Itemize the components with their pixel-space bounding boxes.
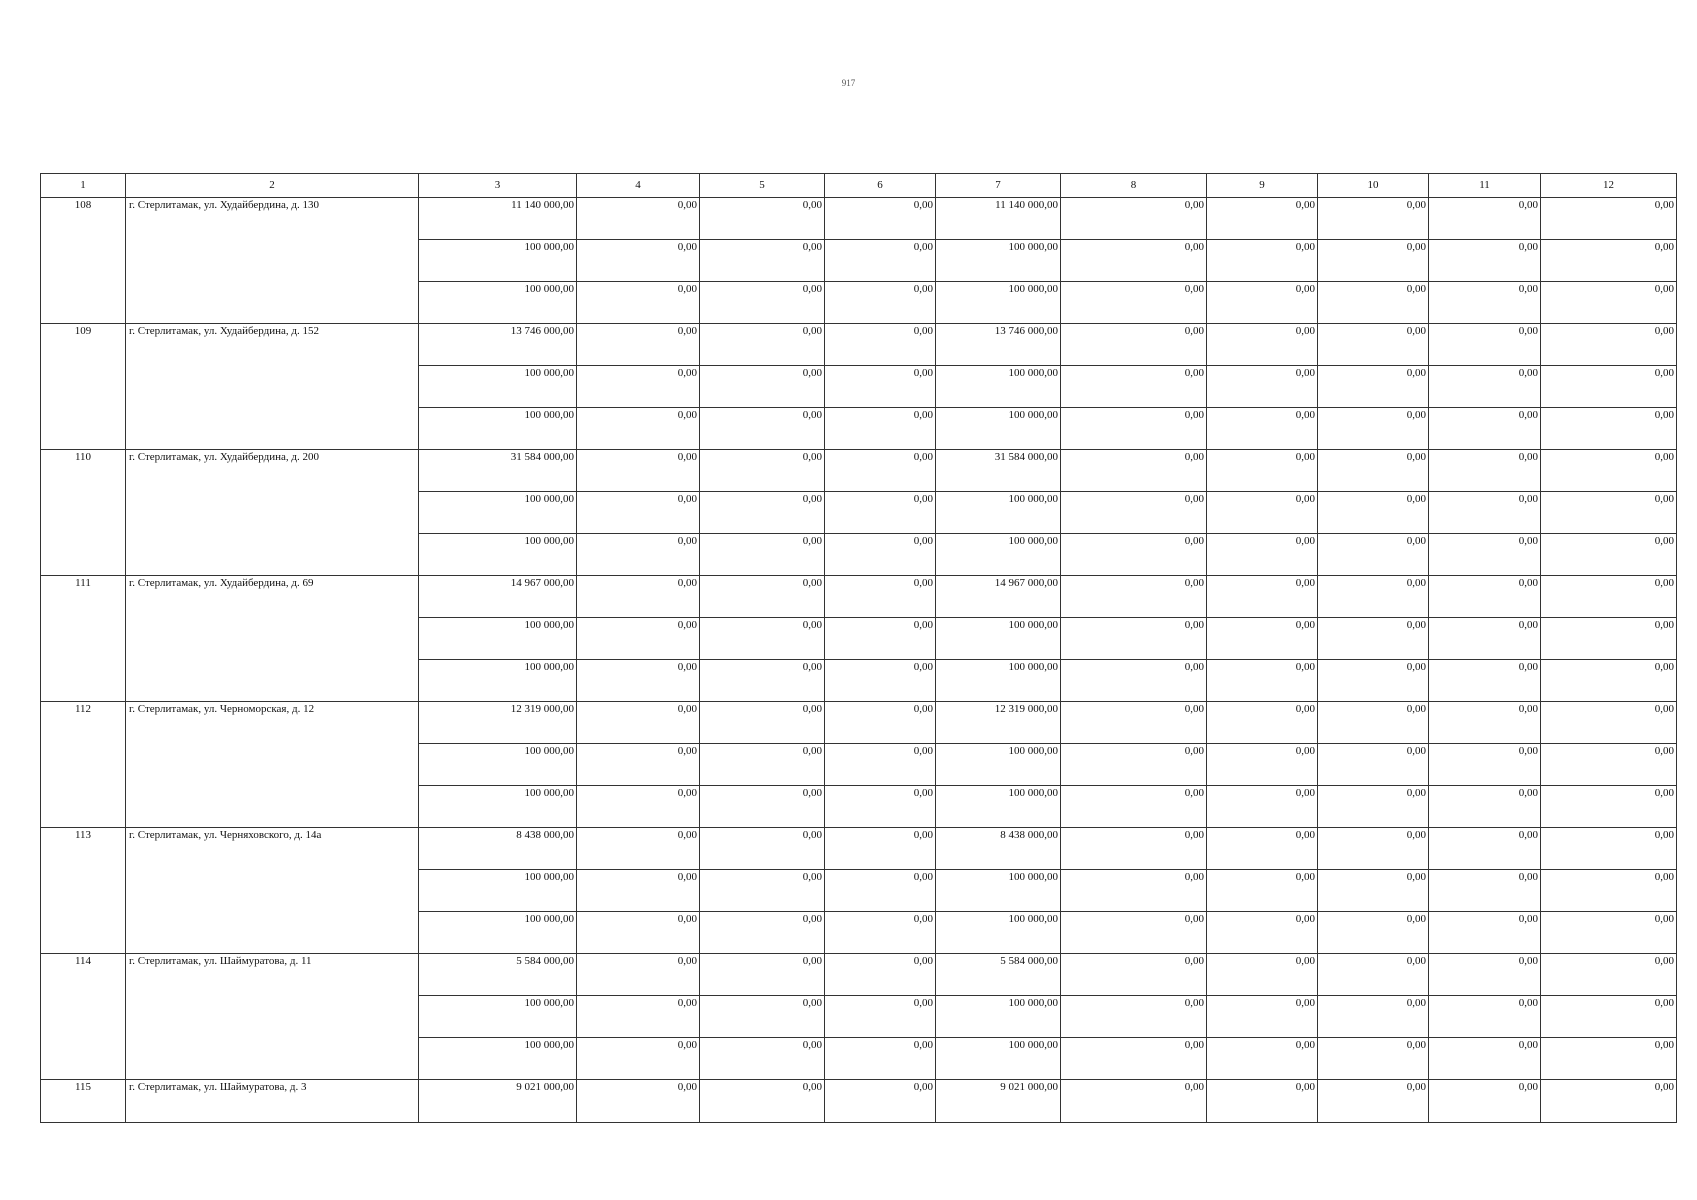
value-cell-col-4: 0,00	[577, 660, 700, 702]
value-cell-col-5: 0,00	[700, 576, 825, 618]
value-cell-col-5: 0,00	[700, 240, 825, 282]
value-cell-col-8: 0,00	[1061, 744, 1207, 786]
value-cell-col-3: 100 000,00	[419, 366, 577, 408]
value-cell-col-12: 0,00	[1541, 576, 1677, 618]
value-cell-col-12: 0,00	[1541, 534, 1677, 576]
value-cell-col-7: 100 000,00	[936, 240, 1061, 282]
value-cell-col-12: 0,00	[1541, 702, 1677, 744]
value-cell-col-10: 0,00	[1318, 996, 1429, 1038]
value-cell-col-8: 0,00	[1061, 702, 1207, 744]
value-cell-col-4: 0,00	[577, 954, 700, 996]
column-header-3: 3	[419, 174, 577, 198]
value-cell-col-7: 8 438 000,00	[936, 828, 1061, 870]
value-cell-col-10: 0,00	[1318, 828, 1429, 870]
value-cell-col-11: 0,00	[1429, 618, 1541, 660]
value-cell-col-3: 100 000,00	[419, 786, 577, 828]
value-cell-col-10: 0,00	[1318, 1038, 1429, 1080]
value-cell-col-12: 0,00	[1541, 744, 1677, 786]
value-cell-col-7: 14 967 000,00	[936, 576, 1061, 618]
value-cell-col-9: 0,00	[1207, 996, 1318, 1038]
value-cell-col-12: 0,00	[1541, 996, 1677, 1038]
value-cell-col-6: 0,00	[825, 912, 936, 954]
value-cell-col-10: 0,00	[1318, 870, 1429, 912]
table-row	[41, 450, 1677, 492]
value-cell-col-3: 100 000,00	[419, 240, 577, 282]
value-cell-col-3: 13 746 000,00	[419, 324, 577, 366]
row-number: 112	[41, 702, 126, 828]
value-cell-col-8: 0,00	[1061, 198, 1207, 240]
row-number: 109	[41, 324, 126, 450]
value-cell-col-12: 0,00	[1541, 366, 1677, 408]
value-cell-col-6: 0,00	[825, 450, 936, 492]
value-cell-col-6: 0,00	[825, 240, 936, 282]
value-cell-col-9: 0,00	[1207, 576, 1318, 618]
table-row	[41, 828, 1677, 870]
value-cell-col-9: 0,00	[1207, 408, 1318, 450]
value-cell-col-5: 0,00	[700, 786, 825, 828]
value-cell-col-11: 0,00	[1429, 702, 1541, 744]
row-number: 113	[41, 828, 126, 954]
column-header-4: 4	[577, 174, 700, 198]
value-cell-col-3: 14 967 000,00	[419, 576, 577, 618]
value-cell-col-5: 0,00	[700, 450, 825, 492]
value-cell-col-3: 100 000,00	[419, 660, 577, 702]
value-cell-col-9: 0,00	[1207, 324, 1318, 366]
value-cell-col-12: 0,00	[1541, 450, 1677, 492]
value-cell-col-7: 100 000,00	[936, 492, 1061, 534]
value-cell-col-3: 100 000,00	[419, 912, 577, 954]
value-cell-col-8: 0,00	[1061, 828, 1207, 870]
value-cell-col-4: 0,00	[577, 786, 700, 828]
value-cell-col-11: 0,00	[1429, 324, 1541, 366]
value-cell-col-5: 0,00	[700, 534, 825, 576]
value-cell-col-11: 0,00	[1429, 534, 1541, 576]
value-cell-col-12: 0,00	[1541, 240, 1677, 282]
value-cell-col-6: 0,00	[825, 870, 936, 912]
column-header-9: 9	[1207, 174, 1318, 198]
value-cell-col-6: 0,00	[825, 408, 936, 450]
value-cell-col-11: 0,00	[1429, 240, 1541, 282]
value-cell-col-7: 100 000,00	[936, 282, 1061, 324]
row-number: 115	[41, 1080, 126, 1123]
value-cell-col-8: 0,00	[1061, 996, 1207, 1038]
value-cell-col-3: 100 000,00	[419, 534, 577, 576]
value-cell-col-11: 0,00	[1429, 198, 1541, 240]
value-cell-col-12: 0,00	[1541, 282, 1677, 324]
value-cell-col-7: 100 000,00	[936, 996, 1061, 1038]
value-cell-col-5: 0,00	[700, 408, 825, 450]
value-cell-col-5: 0,00	[700, 282, 825, 324]
table-row	[41, 324, 1677, 366]
value-cell-col-4: 0,00	[577, 324, 700, 366]
value-cell-col-7: 100 000,00	[936, 534, 1061, 576]
value-cell-col-9: 0,00	[1207, 618, 1318, 660]
value-cell-col-9: 0,00	[1207, 744, 1318, 786]
value-cell-col-3: 100 000,00	[419, 408, 577, 450]
value-cell-col-6: 0,00	[825, 576, 936, 618]
value-cell-col-6: 0,00	[825, 660, 936, 702]
value-cell-col-9: 0,00	[1207, 702, 1318, 744]
value-cell-col-11: 0,00	[1429, 828, 1541, 870]
value-cell-col-6: 0,00	[825, 282, 936, 324]
value-cell-col-4: 0,00	[577, 1038, 700, 1080]
table-row	[41, 576, 1677, 618]
value-cell-col-8: 0,00	[1061, 576, 1207, 618]
value-cell-col-4: 0,00	[577, 1080, 700, 1123]
value-cell-col-12: 0,00	[1541, 912, 1677, 954]
page-number: 917	[841, 78, 856, 88]
value-cell-col-6: 0,00	[825, 198, 936, 240]
value-cell-col-4: 0,00	[577, 702, 700, 744]
column-header-10: 10	[1318, 174, 1429, 198]
value-cell-col-5: 0,00	[700, 912, 825, 954]
value-cell-col-6: 0,00	[825, 828, 936, 870]
column-header-11: 11	[1429, 174, 1541, 198]
address-cell: г. Стерлитамак, ул. Худайбердина, д. 152	[126, 324, 419, 450]
value-cell-col-7: 100 000,00	[936, 912, 1061, 954]
value-cell-col-6: 0,00	[825, 786, 936, 828]
value-cell-col-10: 0,00	[1318, 366, 1429, 408]
value-cell-col-11: 0,00	[1429, 1080, 1541, 1123]
value-cell-col-7: 100 000,00	[936, 366, 1061, 408]
value-cell-col-9: 0,00	[1207, 870, 1318, 912]
value-cell-col-9: 0,00	[1207, 1038, 1318, 1080]
value-cell-col-9: 0,00	[1207, 198, 1318, 240]
value-cell-col-7: 100 000,00	[936, 618, 1061, 660]
value-cell-col-10: 0,00	[1318, 450, 1429, 492]
table-row	[41, 198, 1677, 240]
address-cell: г. Стерлитамак, ул. Худайбердина, д. 69	[126, 576, 419, 702]
column-header-5: 5	[700, 174, 825, 198]
table-row	[41, 702, 1677, 744]
register-table	[40, 173, 1677, 1123]
table-row	[41, 1080, 1677, 1123]
value-cell-col-10: 0,00	[1318, 702, 1429, 744]
value-cell-col-8: 0,00	[1061, 1038, 1207, 1080]
value-cell-col-9: 0,00	[1207, 366, 1318, 408]
address-cell: г. Стерлитамак, ул. Черняховского, д. 14а	[126, 828, 419, 954]
value-cell-col-6: 0,00	[825, 744, 936, 786]
value-cell-col-4: 0,00	[577, 870, 700, 912]
value-cell-col-9: 0,00	[1207, 660, 1318, 702]
value-cell-col-12: 0,00	[1541, 1038, 1677, 1080]
value-cell-col-8: 0,00	[1061, 492, 1207, 534]
value-cell-col-7: 31 584 000,00	[936, 450, 1061, 492]
value-cell-col-5: 0,00	[700, 492, 825, 534]
value-cell-col-9: 0,00	[1207, 786, 1318, 828]
value-cell-col-10: 0,00	[1318, 324, 1429, 366]
value-cell-col-10: 0,00	[1318, 1080, 1429, 1123]
address-cell: г. Стерлитамак, ул. Черноморская, д. 12	[126, 702, 419, 828]
value-cell-col-6: 0,00	[825, 702, 936, 744]
value-cell-col-5: 0,00	[700, 660, 825, 702]
value-cell-col-6: 0,00	[825, 366, 936, 408]
value-cell-col-7: 100 000,00	[936, 1038, 1061, 1080]
value-cell-col-5: 0,00	[700, 702, 825, 744]
value-cell-col-8: 0,00	[1061, 324, 1207, 366]
column-header-6: 6	[825, 174, 936, 198]
value-cell-col-5: 0,00	[700, 996, 825, 1038]
value-cell-col-4: 0,00	[577, 534, 700, 576]
value-cell-col-9: 0,00	[1207, 828, 1318, 870]
value-cell-col-7: 5 584 000,00	[936, 954, 1061, 996]
column-header-8: 8	[1061, 174, 1207, 198]
value-cell-col-6: 0,00	[825, 954, 936, 996]
row-number: 111	[41, 576, 126, 702]
value-cell-col-12: 0,00	[1541, 1080, 1677, 1123]
address-cell: г. Стерлитамак, ул. Шаймуратова, д. 3	[126, 1080, 419, 1123]
value-cell-col-3: 100 000,00	[419, 492, 577, 534]
table-header	[41, 174, 1677, 198]
value-cell-col-8: 0,00	[1061, 786, 1207, 828]
value-cell-col-3: 9 021 000,00	[419, 1080, 577, 1123]
value-cell-col-8: 0,00	[1061, 1080, 1207, 1123]
value-cell-col-11: 0,00	[1429, 1038, 1541, 1080]
value-cell-col-7: 9 021 000,00	[936, 1080, 1061, 1123]
table-body	[41, 198, 1677, 1123]
value-cell-col-12: 0,00	[1541, 618, 1677, 660]
column-header-2: 2	[126, 174, 419, 198]
value-cell-col-11: 0,00	[1429, 576, 1541, 618]
value-cell-col-10: 0,00	[1318, 618, 1429, 660]
value-cell-col-4: 0,00	[577, 366, 700, 408]
row-number: 114	[41, 954, 126, 1080]
value-cell-col-8: 0,00	[1061, 450, 1207, 492]
value-cell-col-11: 0,00	[1429, 870, 1541, 912]
value-cell-col-5: 0,00	[700, 744, 825, 786]
value-cell-col-8: 0,00	[1061, 534, 1207, 576]
value-cell-col-4: 0,00	[577, 492, 700, 534]
value-cell-col-10: 0,00	[1318, 198, 1429, 240]
value-cell-col-11: 0,00	[1429, 912, 1541, 954]
value-cell-col-7: 100 000,00	[936, 870, 1061, 912]
value-cell-col-5: 0,00	[700, 618, 825, 660]
value-cell-col-6: 0,00	[825, 996, 936, 1038]
value-cell-col-7: 100 000,00	[936, 786, 1061, 828]
value-cell-col-4: 0,00	[577, 408, 700, 450]
value-cell-col-11: 0,00	[1429, 492, 1541, 534]
value-cell-col-5: 0,00	[700, 1038, 825, 1080]
value-cell-col-10: 0,00	[1318, 408, 1429, 450]
value-cell-col-4: 0,00	[577, 198, 700, 240]
value-cell-col-6: 0,00	[825, 618, 936, 660]
value-cell-col-3: 100 000,00	[419, 282, 577, 324]
value-cell-col-5: 0,00	[700, 198, 825, 240]
value-cell-col-7: 13 746 000,00	[936, 324, 1061, 366]
value-cell-col-10: 0,00	[1318, 912, 1429, 954]
value-cell-col-5: 0,00	[700, 1080, 825, 1123]
value-cell-col-6: 0,00	[825, 1080, 936, 1123]
value-cell-col-8: 0,00	[1061, 954, 1207, 996]
value-cell-col-9: 0,00	[1207, 954, 1318, 996]
value-cell-col-9: 0,00	[1207, 450, 1318, 492]
value-cell-col-10: 0,00	[1318, 492, 1429, 534]
value-cell-col-7: 12 319 000,00	[936, 702, 1061, 744]
value-cell-col-5: 0,00	[700, 366, 825, 408]
value-cell-col-12: 0,00	[1541, 198, 1677, 240]
value-cell-col-8: 0,00	[1061, 240, 1207, 282]
value-cell-col-8: 0,00	[1061, 618, 1207, 660]
value-cell-col-12: 0,00	[1541, 870, 1677, 912]
value-cell-col-3: 5 584 000,00	[419, 954, 577, 996]
value-cell-col-6: 0,00	[825, 1038, 936, 1080]
value-cell-col-11: 0,00	[1429, 786, 1541, 828]
value-cell-col-12: 0,00	[1541, 324, 1677, 366]
row-number: 108	[41, 198, 126, 324]
column-header-12: 12	[1541, 174, 1677, 198]
value-cell-col-6: 0,00	[825, 492, 936, 534]
value-cell-col-4: 0,00	[577, 282, 700, 324]
value-cell-col-9: 0,00	[1207, 240, 1318, 282]
value-cell-col-3: 100 000,00	[419, 1038, 577, 1080]
column-number-row	[41, 174, 1677, 198]
value-cell-col-10: 0,00	[1318, 282, 1429, 324]
value-cell-col-4: 0,00	[577, 240, 700, 282]
table-row	[41, 954, 1677, 996]
value-cell-col-5: 0,00	[700, 870, 825, 912]
column-header-1: 1	[41, 174, 126, 198]
value-cell-col-3: 12 319 000,00	[419, 702, 577, 744]
value-cell-col-6: 0,00	[825, 534, 936, 576]
value-cell-col-12: 0,00	[1541, 786, 1677, 828]
value-cell-col-3: 100 000,00	[419, 870, 577, 912]
value-cell-col-11: 0,00	[1429, 282, 1541, 324]
value-cell-col-8: 0,00	[1061, 870, 1207, 912]
value-cell-col-3: 8 438 000,00	[419, 828, 577, 870]
value-cell-col-4: 0,00	[577, 828, 700, 870]
value-cell-col-7: 11 140 000,00	[936, 198, 1061, 240]
value-cell-col-8: 0,00	[1061, 912, 1207, 954]
address-cell: г. Стерлитамак, ул. Худайбердина, д. 200	[126, 450, 419, 576]
value-cell-col-10: 0,00	[1318, 576, 1429, 618]
value-cell-col-3: 100 000,00	[419, 618, 577, 660]
row-number: 110	[41, 450, 126, 576]
value-cell-col-4: 0,00	[577, 912, 700, 954]
column-header-7: 7	[936, 174, 1061, 198]
value-cell-col-9: 0,00	[1207, 492, 1318, 534]
value-cell-col-10: 0,00	[1318, 534, 1429, 576]
value-cell-col-4: 0,00	[577, 576, 700, 618]
value-cell-col-5: 0,00	[700, 954, 825, 996]
value-cell-col-8: 0,00	[1061, 408, 1207, 450]
value-cell-col-7: 100 000,00	[936, 744, 1061, 786]
value-cell-col-9: 0,00	[1207, 912, 1318, 954]
value-cell-col-10: 0,00	[1318, 786, 1429, 828]
value-cell-col-5: 0,00	[700, 324, 825, 366]
value-cell-col-9: 0,00	[1207, 534, 1318, 576]
value-cell-col-12: 0,00	[1541, 954, 1677, 996]
value-cell-col-12: 0,00	[1541, 408, 1677, 450]
value-cell-col-3: 11 140 000,00	[419, 198, 577, 240]
value-cell-col-7: 100 000,00	[936, 408, 1061, 450]
value-cell-col-4: 0,00	[577, 744, 700, 786]
value-cell-col-4: 0,00	[577, 450, 700, 492]
value-cell-col-8: 0,00	[1061, 282, 1207, 324]
value-cell-col-3: 31 584 000,00	[419, 450, 577, 492]
value-cell-col-8: 0,00	[1061, 366, 1207, 408]
address-cell: г. Стерлитамак, ул. Шаймуратова, д. 11	[126, 954, 419, 1080]
value-cell-col-11: 0,00	[1429, 660, 1541, 702]
value-cell-col-6: 0,00	[825, 324, 936, 366]
value-cell-col-4: 0,00	[577, 996, 700, 1038]
address-cell: г. Стерлитамак, ул. Худайбердина, д. 130	[126, 198, 419, 324]
value-cell-col-11: 0,00	[1429, 408, 1541, 450]
value-cell-col-12: 0,00	[1541, 828, 1677, 870]
value-cell-col-11: 0,00	[1429, 366, 1541, 408]
value-cell-col-8: 0,00	[1061, 660, 1207, 702]
value-cell-col-10: 0,00	[1318, 954, 1429, 996]
value-cell-col-9: 0,00	[1207, 282, 1318, 324]
value-cell-col-10: 0,00	[1318, 744, 1429, 786]
value-cell-col-11: 0,00	[1429, 996, 1541, 1038]
value-cell-col-5: 0,00	[700, 828, 825, 870]
value-cell-col-12: 0,00	[1541, 660, 1677, 702]
value-cell-col-11: 0,00	[1429, 744, 1541, 786]
value-cell-col-11: 0,00	[1429, 954, 1541, 996]
value-cell-col-4: 0,00	[577, 618, 700, 660]
value-cell-col-12: 0,00	[1541, 492, 1677, 534]
value-cell-col-9: 0,00	[1207, 1080, 1318, 1123]
value-cell-col-10: 0,00	[1318, 660, 1429, 702]
value-cell-col-7: 100 000,00	[936, 660, 1061, 702]
value-cell-col-3: 100 000,00	[419, 996, 577, 1038]
value-cell-col-11: 0,00	[1429, 450, 1541, 492]
value-cell-col-3: 100 000,00	[419, 744, 577, 786]
value-cell-col-10: 0,00	[1318, 240, 1429, 282]
